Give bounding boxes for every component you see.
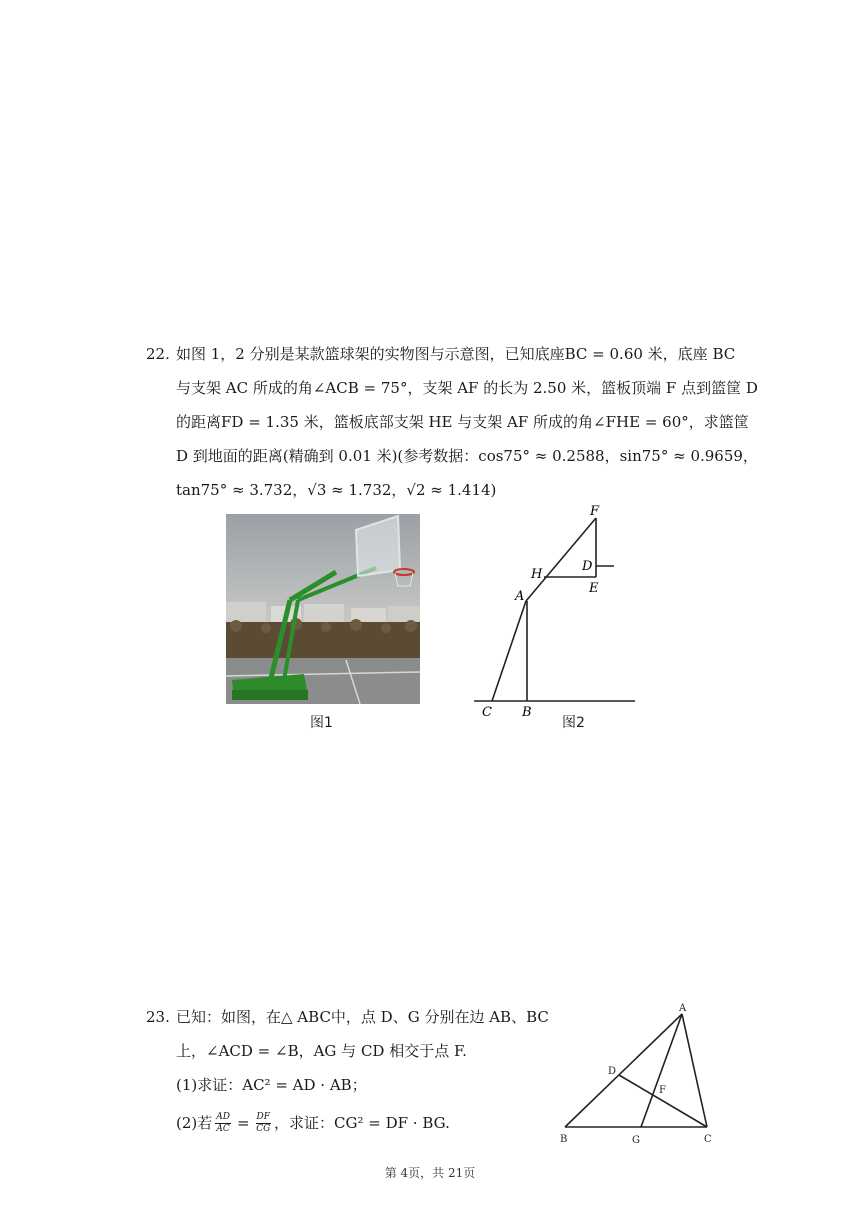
point-h-label: H — [531, 567, 543, 582]
point-b-label: B — [522, 705, 532, 720]
segment-cd — [619, 1075, 707, 1127]
question-22-line-3: 的距离FD = 1.35 米，篮板底部支架 HE 与支架 AF 所成的角∠FHE = 60°，求篮筐 — [176, 413, 749, 431]
basketball-stand-photo — [226, 514, 420, 704]
question-22-line-2: 与支架 AC 所成的角∠ACB = 75°，支架 AF 的长为 2.50 米，篮板顶端 F 点到篮筐 D — [176, 379, 758, 397]
question-23-number: 23. — [146, 1008, 170, 1026]
figure-2-diagram — [470, 500, 640, 740]
point-d-label-23: D — [608, 1066, 617, 1077]
side-ab — [565, 1014, 682, 1127]
triangle-abc-diagram — [555, 1000, 730, 1150]
vertex-b-label: B — [560, 1134, 568, 1145]
figure-2-caption: 图2 — [562, 715, 585, 731]
question-23-part-1: (1)求证：AC² = AD · AB； — [176, 1076, 367, 1094]
question-23-line-2: 上，∠ACD = ∠B，AG 与 CD 相交于点 F. — [176, 1042, 467, 1060]
side-ac — [682, 1014, 707, 1127]
part-2-suffix: ，求证：CG² = DF · BG. — [274, 1114, 450, 1132]
point-f-label-23: F — [659, 1085, 666, 1096]
point-g-label: G — [632, 1135, 640, 1146]
fraction-df-cg — [256, 1112, 271, 1135]
point-f-label: F — [590, 504, 600, 519]
question-23-line-1: 已知：如图，在△ ABC中，点 D、G 分别在边 AB、BC — [176, 1008, 549, 1026]
point-c-label: C — [482, 705, 492, 720]
page-footer: 第 4页，共 21页 — [384, 1166, 476, 1180]
question-22-line-1: 如图 1，2 分别是某款篮球架的实物图与示意图，已知底座BC = 0.60 米，底座 BC — [176, 345, 736, 363]
fraction-1-numerator: AD — [216, 1111, 230, 1122]
question-23-part-2 — [176, 1106, 450, 1140]
vertex-c-label: C — [704, 1134, 712, 1145]
vertex-a-label: A — [679, 1003, 687, 1014]
fraction-ad-ac — [215, 1112, 231, 1135]
question-22-number: 22. — [146, 345, 170, 363]
point-a-label: A — [515, 589, 525, 604]
fraction-2-denominator: CG — [256, 1123, 271, 1134]
point-e-label: E — [589, 581, 599, 596]
point-d-label: D — [582, 559, 593, 574]
fraction-1-denominator: AC — [216, 1123, 230, 1134]
segment-ca — [492, 601, 526, 701]
question-22-line-4: D 到地面的距离(精确到 0.01 米)(参考数据：cos75° ≈ 0.2588，sin75° ≈ 0.9659， — [176, 447, 758, 465]
part-2-prefix: (2)若 — [176, 1114, 213, 1132]
segment-ag — [641, 1014, 682, 1127]
fraction-2-numerator: DF — [256, 1111, 271, 1122]
question-22-line-5: tan75° ≈ 3.732，√3 ≈ 1.732，√2 ≈ 1.414) — [176, 481, 497, 499]
figure-1-caption: 图1 — [310, 715, 333, 731]
equals-sign: = — [236, 1114, 250, 1132]
